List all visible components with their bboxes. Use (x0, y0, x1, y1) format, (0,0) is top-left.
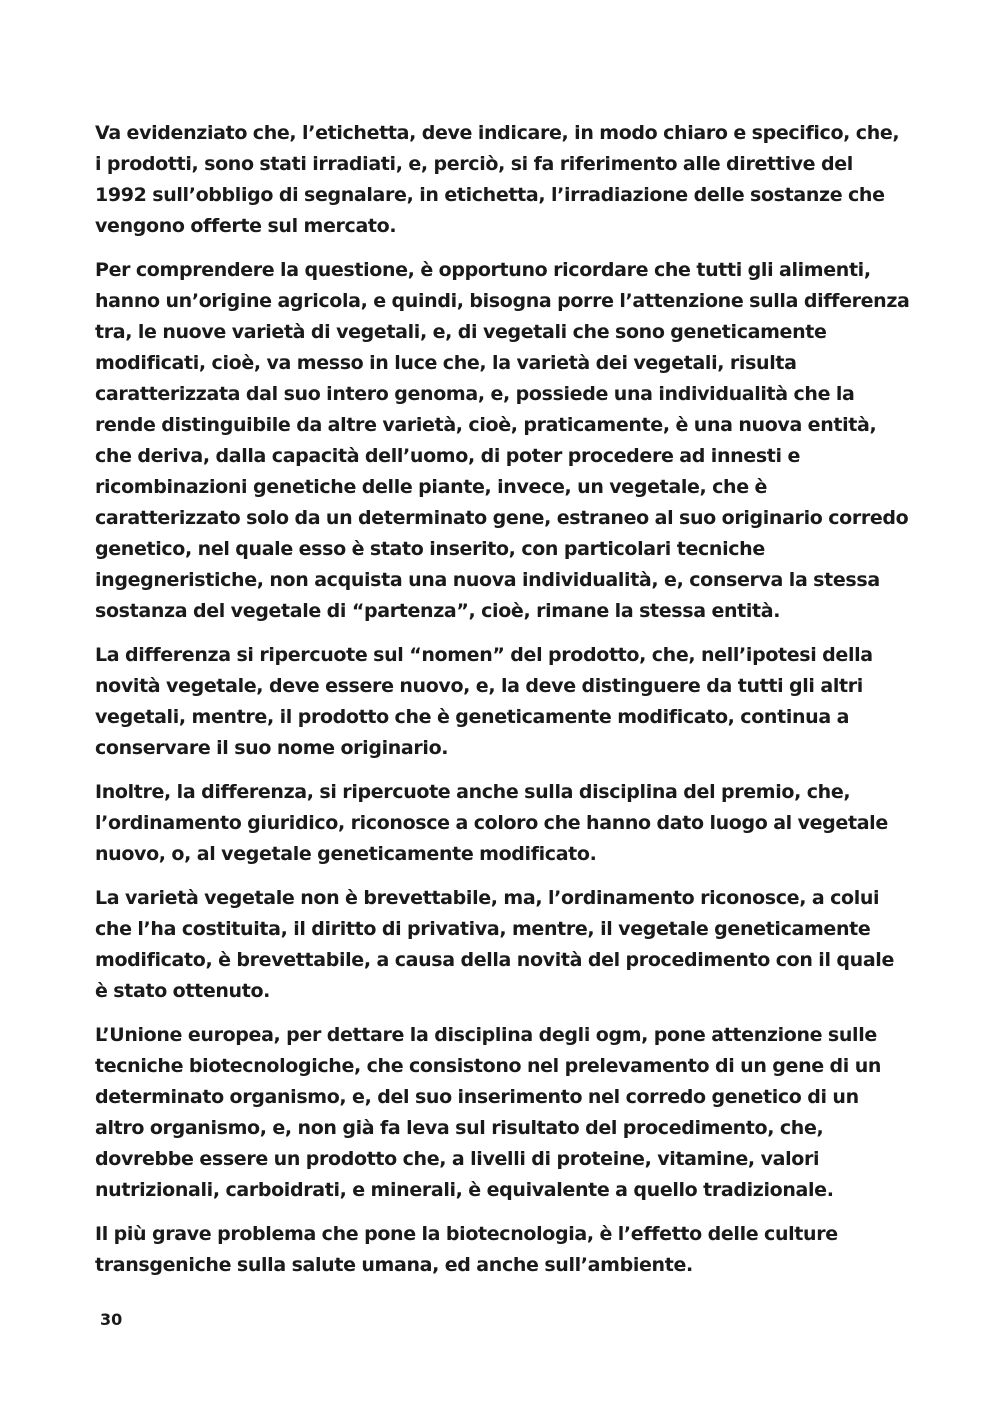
paragraph: La differenza si ripercuote sul “nomen” del prodotto, che, nell’ipotesi della novità vegetale, deve essere nuovo, e, la deve distinguere da tutti gli altri vegetali, mentre, il prodotto che è geneticamente modificato, continua a conservare il suo nome originario. (95, 644, 873, 759)
paragraph: L’Unione europea, per dettare la disciplina degli ogm, pone attenzione sulle tecniche biotecnologiche, che consistono nel prelevamento di un gene di un determinato organismo, e, del suo inserimento nel corredo genetico di un altro organismo, e, non già fa leva sul risultato del procedimento, che, dovrebbe essere un prodotto che, a livelli di proteine, vitamine, valori nutrizionali, carboidrati, e minerali, è equivalente a quello tradizionale. (95, 1024, 882, 1201)
body-text (95, 118, 910, 1294)
paragraph: Va evidenziato che, l’etichetta, deve indicare, in modo chiaro e specifico, che, i prodotti, sono stati irradiati, e, perciò, si fa riferimento alle direttive del 1992 sull’obbligo di segnalare, in etichetta, l’irradiazione delle sostanze che vengono offerte sul mercato. (95, 122, 900, 237)
paragraph: Il più grave problema che pone la biotecnologia, è l’effetto delle culture transgeniche sulla salute umana, ed anche sull’ambiente. (95, 1223, 838, 1276)
page-number: 30 (100, 1310, 123, 1329)
paragraph: La varietà vegetale non è brevettabile, ma, l’ordinamento riconosce, a colui che l’ha costituita, il diritto di privativa, mentre, il vegetale geneticamente modificato, è brevettabile, a causa della novità del procedimento con il quale è stato ottenuto. (95, 887, 894, 1002)
paragraph: Per comprendere la questione, è opportuno ricordare che tutti gli alimenti, hanno un’origine agricola, e quindi, bisogna porre l’attenzione sulla differenza tra, le nuove varietà di vegetali, e, di vegetali che sono geneticamente modificati, cioè, va messo in luce che, la varietà dei vegetali, risulta caratterizzata dal suo intero genoma, e, possiede una individualità che la rende distinguibile da altre varietà, cioè, praticamente, è una nuova entità, che deriva, dalla capacità dell’uomo, di poter procedere ad innesti e ricombinazioni genetiche delle piante, invece, un vegetale, che è caratterizzato solo da un determinato gene, estraneo al suo originario corredo genetico, nel quale esso è stato inserito, con particolari tecniche ingegneristiche, non acquista una nuova individualità, e, conserva la stessa sostanza del vegetale di “partenza”, cioè, rimane la stessa entità. (95, 259, 910, 622)
paragraph: Inoltre, la differenza, si ripercuote anche sulla disciplina del premio, che, l’ordinamento giuridico, riconosce a coloro che hanno dato luogo al vegetale nuovo, o, al vegetale geneticamente modificato. (95, 781, 888, 865)
